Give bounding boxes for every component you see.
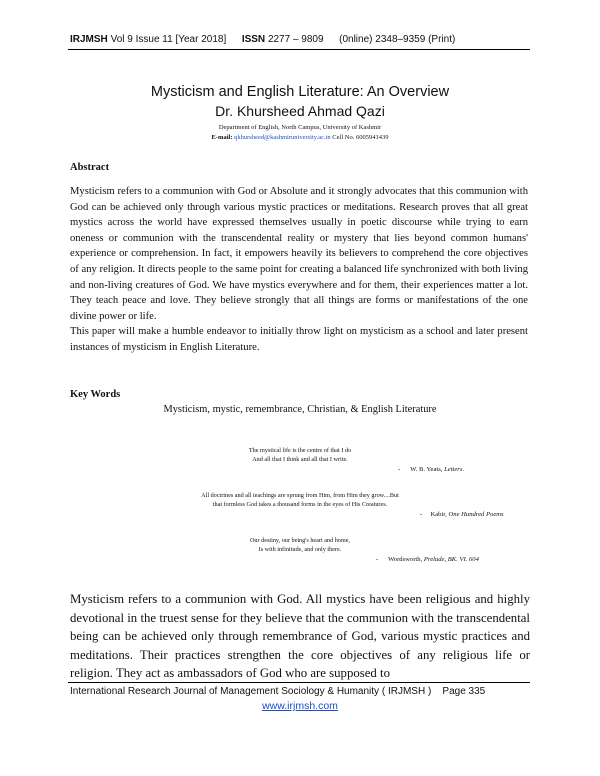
abstract-paragraph-1: Mysticism refers to a communion with God or Absolute and it strongly advocates that this communion with God can be achieved only through various mystic practices or meditations. Research proves that all great mystics across the world have expressed themselves usually in poetic discourse while trying to earn oneness or communion with the transcendental reality or mystery that lies beyond common humans' experience or comprehension. In fact, it empowers heavily its believers to comprehend the core objectives of any religion. It directs people to the same point for creating a balanced life synchronized with both living and non-living creatures of God. We have mystics everywhere and for them, their experiences matter a lot. They teach peace and love. They believe strongly that all things are forms or manifestations of the one divine power or life. <box>70 186 528 322</box>
author-name: Dr. Khursheed Ahmad Qazi <box>215 103 385 119</box>
email-label: E-mail: <box>211 134 233 141</box>
keywords-heading: Key Words <box>70 389 121 400</box>
abstract-heading: Abstract <box>70 162 110 173</box>
running-header <box>70 34 530 45</box>
quote-2-attribution: - Kabir, One Hundred Poems <box>420 511 504 518</box>
contact-line <box>0 134 600 141</box>
quote-2-line-2: that formless God takes a thousand forms in the eyes of His Creatures. <box>212 501 388 508</box>
email-link[interactable]: qkhursheed@kashmiruniversity.ac.in <box>234 134 331 141</box>
quote-1-line-2: And all that I think and all that I write. <box>252 456 348 463</box>
article-title: Mysticism and English Literature: An Overview <box>150 84 450 100</box>
quote-2-line-1: All doctrines and all teachings are sprung from Him, from Him they grow....But <box>201 492 399 499</box>
quote-1-line-1: The mystical life is the centre of that I do <box>248 447 352 454</box>
website-link[interactable]: www.irjmsh.com <box>262 700 338 712</box>
quote-2 <box>0 491 600 509</box>
issn-number: 2277 – 9809 <box>267 34 324 45</box>
footer-journal-name: International Research Journal of Management Sociology & Humanity ( IRJMSH ) <box>70 686 432 697</box>
abstract-paragraph-2: This paper will make a humble endeavor to initially throw light on mysticism as a school and later present instances of mysticism in English Literature. <box>70 326 528 353</box>
volume-issue: Vol 9 Issue 11 <box>110 34 173 45</box>
year: [Year 2018] <box>175 34 227 45</box>
quote-1-source: Letters. <box>444 466 465 473</box>
footer-line <box>70 686 530 697</box>
journal-abbrev: IRJMSH <box>70 34 108 45</box>
page-number: Page 335 <box>442 686 486 697</box>
quote-1-attribution: - W. B. Yeats, Letters. <box>398 466 465 473</box>
affiliation: Department of English, North Campus, University of Kashmir <box>218 124 382 131</box>
footer-rule <box>68 682 530 683</box>
issn-online: (0nline) 2348–9359 (Print) <box>339 34 456 45</box>
quote-3-line-1: Our destiny, our being's heart and home, <box>249 537 351 544</box>
quote-3-attribution: - Wordsworth, Prelude, BK. VI. 604 <box>376 556 479 563</box>
quote-2-source: One Hundred Poems <box>448 511 504 518</box>
issn-label: ISSN <box>241 34 266 45</box>
quote-3 <box>0 536 600 554</box>
quote-1-author: W. B. Yeats, <box>410 466 443 473</box>
footer-website-row <box>0 700 600 712</box>
quote-3-line-2: Is with infinitude, and only there. <box>258 546 342 553</box>
quote-3-source: Prelude, BK. VI. 604 <box>423 556 479 563</box>
body-paragraph: Mysticism refers to a communion with God. All mystics have been religious and highly devotional in the truest sense for they believe that the communion with the transcendental being can be achieved only through remembrance of God, various mystic practices and meditations. Their practices strengthen the core objectives of any religious life or religion. They act as ambassadors of God who are supposed to <box>70 592 530 681</box>
quote-1 <box>0 446 600 464</box>
header-rule <box>68 49 530 50</box>
quote-3-author: Wordsworth, <box>388 556 423 563</box>
abstract-body <box>70 184 528 356</box>
keywords-list: Mysticism, mystic, remembrance, Christian, & English Literature <box>163 404 437 415</box>
cell-number: Cell No. 6005941439 <box>332 134 389 141</box>
quote-2-author: Kabir, <box>430 511 447 518</box>
